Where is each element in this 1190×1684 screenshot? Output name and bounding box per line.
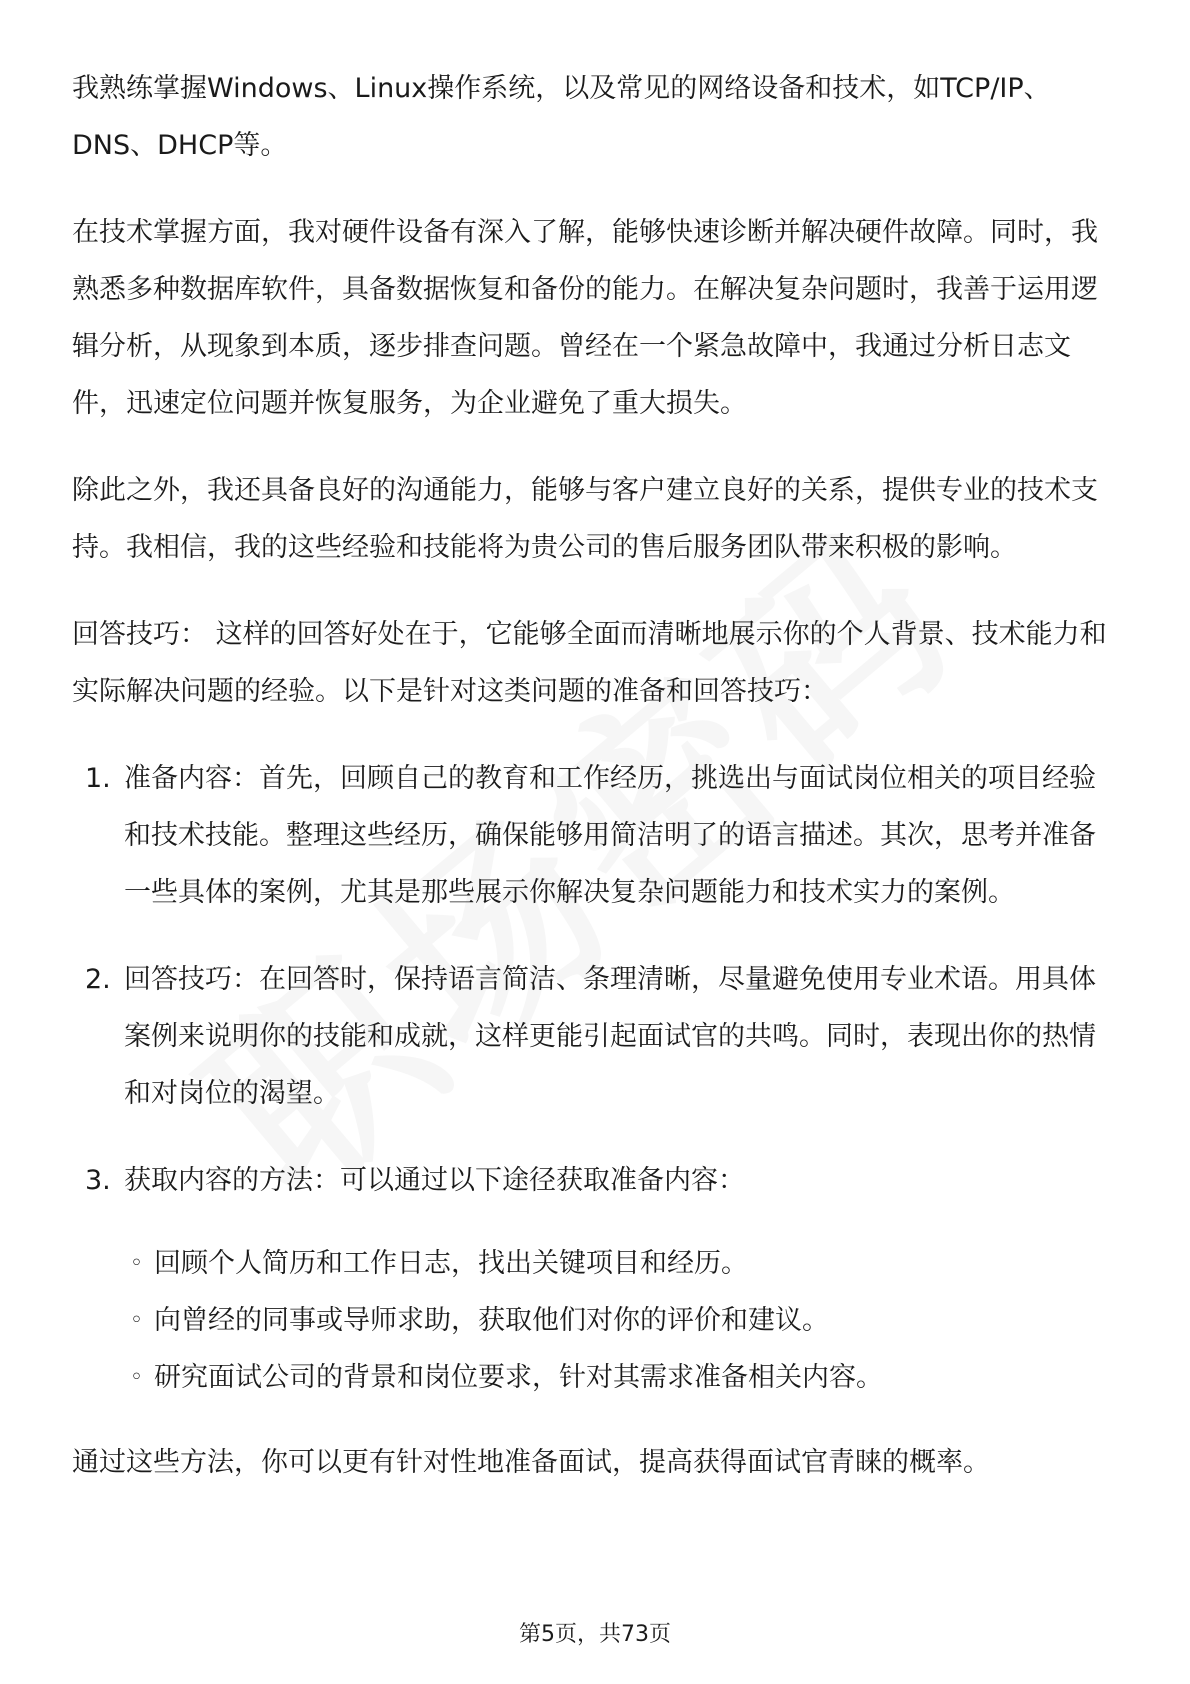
sub-item-text: 向曾经的同事或导师求助，获取他们对你的评价和建议。	[154, 1305, 829, 1336]
sub-item-text: 回顾个人简历和工作日志，找出关键项目和经历。	[154, 1248, 748, 1279]
bullet-icon: ◦	[130, 1365, 143, 1390]
step-number: 2.	[85, 964, 111, 995]
paragraph-skills: 我熟练掌握Windows、Linux操作系统，以及常见的网络设备和技术，如TCP/IP、DNS、DHCP等。	[72, 73, 1051, 161]
paragraph-communication: 除此之外，我还具备良好的沟通能力，能够与客户建立良好的关系，提供专业的技术支持。我相信，我的这些经验和技能将为贵公司的售后服务团队带来积极的影响。	[72, 475, 1098, 563]
steps-list	[72, 750, 1122, 1406]
sub-list-item	[124, 1235, 1122, 1292]
sub-list	[124, 1235, 1122, 1406]
sub-list-item	[124, 1349, 1122, 1406]
bullet-icon: ◦	[130, 1308, 143, 1333]
step-text: 回答技巧：在回答时，保持语言简洁、条理清晰，尽量避免使用专业术语。用具体案例来说明你的技能和成就，这样更能引起面试官的共鸣。同时，表现出你的热情和对岗位的渴望。	[124, 964, 1096, 1109]
sub-item-text: 研究面试公司的背景和岗位要求，针对其需求准备相关内容。	[154, 1362, 883, 1393]
paragraph-conclusion: 通过这些方法，你可以更有针对性地准备面试，提高获得面试官青睐的概率。	[72, 1447, 990, 1478]
page-footer: 第5页，共73页	[519, 1622, 671, 1647]
bullet-icon: ◦	[130, 1251, 143, 1276]
sub-list-item	[124, 1292, 1122, 1349]
paragraph-answer-tips: 回答技巧： 这样的回答好处在于，它能够全面而清晰地展示你的个人背景、技术能力和实际解决问题的经验。以下是针对这类问题的准备和回答技巧：	[72, 619, 1107, 707]
step-item-3	[72, 1152, 1122, 1406]
step-text: 获取内容的方法：可以通过以下途径获取准备内容：	[124, 1165, 745, 1196]
step-item-2	[72, 951, 1122, 1122]
document-page	[72, 60, 1122, 1491]
step-number: 1.	[85, 763, 111, 794]
step-number: 3.	[85, 1165, 111, 1196]
step-item-1	[72, 750, 1122, 921]
paragraph-technical: 在技术掌握方面，我对硬件设备有深入了解，能够快速诊断并解决硬件故障。同时，我熟悉多种数据库软件，具备数据恢复和备份的能力。在解决复杂问题时，我善于运用逻辑分析，从现象到本质，逐步排查问题。曾经在一个紧急故障中，我通过分析日志文件，迅速定位问题并恢复服务，为企业避免了重大损失。	[72, 217, 1098, 419]
step-text: 准备内容：首先，回顾自己的教育和工作经历，挑选出与面试岗位相关的项目经验和技术技能。整理这些经历，确保能够用简洁明了的语言描述。其次，思考并准备一些具体的案例，尤其是那些展示你解决复杂问题能力和技术实力的案例。	[124, 763, 1096, 908]
